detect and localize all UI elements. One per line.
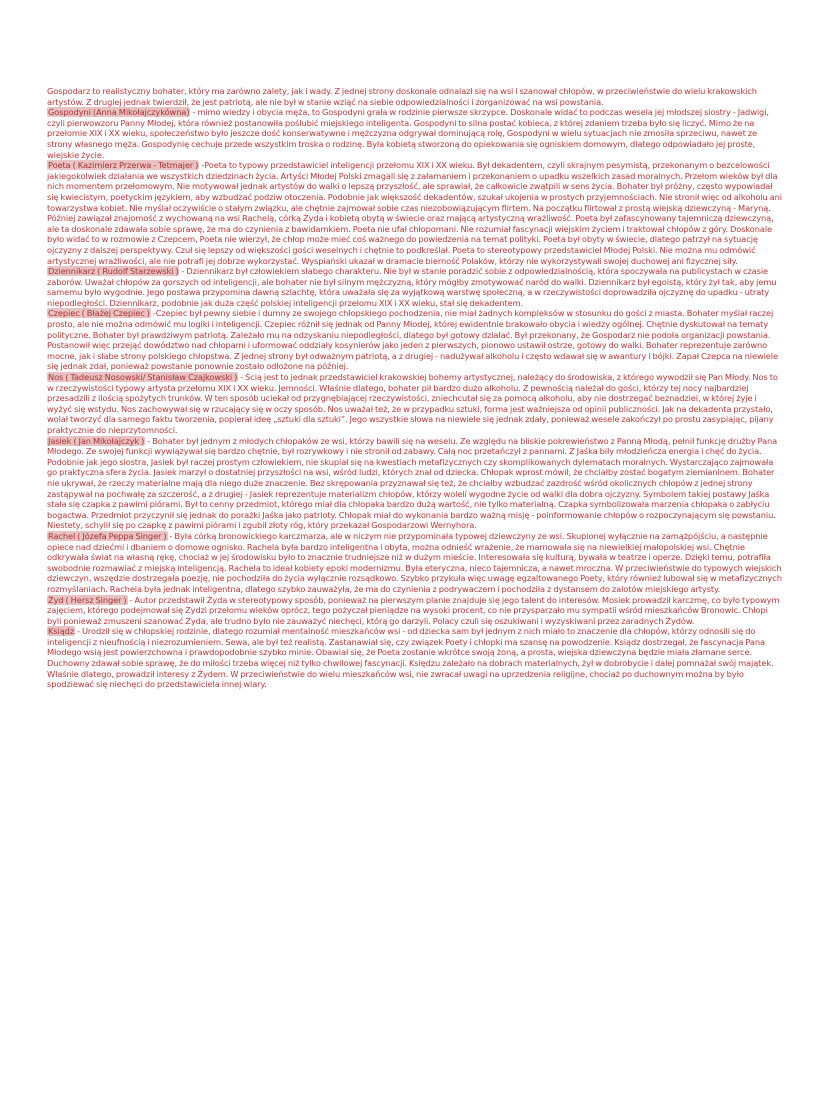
paragraph-text: - Bohater był jednym z młodych chłopaków ze wsi, którzy bawili się na weselu. Ze względu na bliskie pokrewieństwo z Panną Młodą, pełnił funkcję drużby Pana Młodego. Ze swojej funkcji wywiązywał się bardzo chętnie, był rozrywkowy i nie stronił od zabawy. Całą noc przetańczył z pannami. Z Jaśka biły młodzieńcza energia i chęć do życia. Podobnie jak jego siostra, Jasiek był raczej prostym człowiekiem, nie skupiał się na kwestiach metafizycznych czy skomplikowanych dylematach moralnych. Wystarczająco zajmowała go praktyczna sfera życia. Jasiek marzył o dostatniej przyszłości na wsi, wśród ludzi, których znał od dziecka. Chłopak wprost mówił, że chciałby zostać bogatym ziemianinem. Bohater nie ukrywał, że rzeczy materialne mają dla niego duże znaczenie. Bez skrępowania przyznawał się też, że chciałby wzbudzać zazdrość wśród okolicznych chłopów z jednej strony zastąpywał na pochwałę za szczerość, a z drugiej - Jasiek reprezentuje materializm chłopów, którzy wolelí wygodne życie od walki dla dobra ojczyzny. Symbolem takiej postawy Jaśka stała się czapka z pawimi piórami. Był to cenny przedmiot, którego miał dla chłopaka bardzo dużą wartość, nie tylko materialną. Czapka symbolizowała marzenia chłopaka o zabłyciu bogactwa. Przedmiot przyczynił się jednak do porażki Jaśka jako patrioty. Chłopak miał do wykonania bardzo ważną misję - poinformowanie chłopów o rozpoczynającym się powstaniu. Niestety, schylił się po czapkę z pawimi piórami i zgubił złoty róg, który przekazał Gospodarzowi Wernyhora. bbox=[47, 435, 778, 531]
paragraph-rachel bbox=[47, 531, 783, 595]
character-name-highlight: Jasiek ( Jan Mikołajczyk ) bbox=[48, 435, 145, 446]
paragraph-text: - Urodził się w chłopskiej rodzinie, dlatego rozumiał mentalność mieszkańców wsi - od dziecka sam był jednym z nich miało to znaczenie dla chłopów, którzy odnosili się do inteligencji z nieufnością i niezrozumieniem. Sewa, ale był też realistą. Zastanawiał się, czy związek Poety i chłopki ma szansę na powodzenie. Ksiądz dostrzegał, że fascynacja Pana Młodego wsią jest powierzchowna i prawdopodobnie szybko minie. Obawiał się, że Poeta zostanie wkrótce swoją żoną, a prosta, wiejska dziewczyna będzie miała złamane serce. Duchowny zdawał sobie sprawę, że do miłości trzeba więcej niż tylko chwilowej fascynacji. Księdzu zależało na dobrach materialnych, żył w dobrobycie i dalej pomnażał swój majątek. Właśnie dlatego, prowadził interesy z Żydem. W przeciwieństwie do wielu mieszkańców wsi, nie zwracał uwagi na uprzedzenia religijne, chociaż po duchownym można by było spodziewać się niechęci do przedstawiciela innej wiary. bbox=[47, 626, 774, 690]
character-name-highlight: Czepiec ( Błażej Czepiec ) bbox=[48, 308, 150, 319]
paragraph-czepiec bbox=[47, 308, 783, 372]
paragraph-text: - Była córką bronowickiego karczmarza, ale w niczym nie przypominała typowej dziewczyny ze wsi. Skupionej wyłącznie na zamążpójściu, a następnie opiece nad dziećmi i dbaniem o domowe ognisko. Rachela była bardzo inteligentna i obyta, można odnieść wrażenie, że marnowała się na niewielkiej małopolskiej wsi. Chętnie odkrywała świat na własną rękę, chociaż w jej środowisku było to znacznie trudniejsze niż w dużym mieście. Interesowała się kulturą, bywała w teatrze i operze. Dzięki temu, potrafiła swobodnie rozmawiać z miejską inteligencją. Rachela to ideał kobiety epoki modernizmu. Była eteryczna, nieco tajemnicza, a nawet mroczna. W przeciwieństwie do typowych wiejskich dziewczyn, wszędzie dostrzegała poezję, nie pochodziła do życia wyłącznie rozsądkowo. Szybko przykuła więc uwagę egzaltowanego Poety, który również lubował się w metafizycznych rozmyślaniach. Rachela była jednak inteligentna, dlatego szybko zauważyła, że ma do czynienia z podrywaczem i pochodziła z dystansem do zalotów miejskiego artysty. bbox=[47, 530, 782, 594]
paragraph-nos bbox=[47, 372, 783, 436]
paragraph-text: -Czepiec był pewny siebie i dumny ze swojego chłopskiego pochodzenia, nie miał żadnych kompleksów w stosunku do gości z miasta. Bohater myślał raczej prosto, ale nie można odmówić mu logiki i inteligencji. Czepiec różnił się jednak od Panny Młodej, której ewidentnie brakowało obycia i wiedzy ogólnej. Chętnie dyskutował na tematy polityczne. Bohater był prawdziwym patriotą. Zależało mu na odzyskaniu niepodległości, dlatego był gotowy działać. Był przekonany, że Gospodarz nie podoła organizacji powstania. Postanowił więc przejąć dowództwo nad chłopami i uformować oddziały kosynierów jako jeden z pierwszych, pionowo ustawił ostrze, gotowy do walki. Bohater reprezentuje zarówno mocne, jak i słabe strony polskiego chłopstwa. Z jednej strony był odważnym patriotą, a z drugiej - nadużywał alkoholu i często wdawał się w awantury i bójki. Zapał Czepca na niewiele się jednak zdał, ponieważ powstanie ponownie zostało odłożone na później. bbox=[47, 308, 778, 372]
paragraph-gospodarz bbox=[47, 86, 783, 107]
paragraph-dziennikarz bbox=[47, 266, 783, 308]
character-name-highlight: Nos ( Tadeusz Nosowski/ Stanisław Czajkowski ) bbox=[48, 372, 238, 383]
character-name-highlight: Gospodyni (Anna Mikołajczykówna) bbox=[48, 107, 190, 118]
paragraph-zyd bbox=[47, 595, 783, 627]
paragraph-text: - Ścią jest to jednak przedstawiciel krakowskiej bohemy artystycznej, należący do środowiska, z którego wywodził się Pan Młody. Nos to w rzeczywistości typowy artysta przełomu XIX i XX wieku. Jemności. Właśnie dlatego, bohater pił bardzo dużo alkoholu. Z pewnością należał do gości, którzy tej nocy najbardziej przesadzili z ilością spożytych trunków. W ten sposób uciekał od przygnębiającej rzeczywistości, zniechcutał się za pomocą alkoholu, aby nie dostrzegać beznadziei, w której żyje i wyżyć się wstydu. Nos zachowywał się w rzucający się w oczy sposób. Nos uważał też, że w przypadku sztuki, forma jest ważniejsza od opinii publiczności. Jak na dekadenta przystało, wolał tworzyć dla samego faktu tworzenia, popierał ideę „sztuki dla sztuki”. Jego wszystkie słowa na niewiele się jednak zdały, ponieważ wesele zakończył po prostu zasypiając, pijany praktycznie do nieprzytomności. bbox=[47, 372, 778, 435]
paragraph-text: -Poeta to typowy przedstawiciel inteligencji przełomu XIX i XX wieku. Był dekadentem, czyli skrajnym pesymistą, przekonanym o bezcelowości jakiegokolwiek działania we wszystkich dziedzinach życia. Artyści Młodej Polski zmagali się z załamaniem i przekonaniem o upadku wszelkich zasad moralnych. Przełom wieków był dla nich momentem przełomowym. Nie motywował jednak artystów do walki o lepszą przyszłość, ale sprawiał, że całkowicie zwątpili w sens życia. Bohater był próżny, często wypowiadał się kwiecistym, poetyckim językiem, aby wzbudzać podziw otoczenia. Podobnie jak większość dekadentów, szukał ukojenia w prostych przyjemnościach. Nie stronił więc od alkoholu ani towarzystwa kobiet. Nie myślał oczywiście o stałym związku, ale chętnie zajmował sobie czas niezobowiązującym flirtem. Na początku flirtował z prostą wiejską dziewczyną - Maryną. Później zawiązał znajomość z wychowaną na wsi Rachelą, córką Żyda i kobietą obytą w świecie oraz mającą artystyczną wrażliwość. Poeta był zafascynowany tajemniczą dziewczyną, ale ta doskonale zdawała sobie sprawę, że ma do czynienia z bawidamkiem. Poeta nie ufał chłopomani. Nie rozumiał fascynacji wiejskim życiem i traktował chłopów z góry. Doskonale było widać to w rozmowie z Czepcem, Poeta nie wierzył, że chłop może mieć coś ważnego do powiedzenia na temat polityki. Poeta był obyty w świecie, dlatego patrzył na sytuację ojczyzny z dalszej perspektywy. Czuł się lepszy od większości gości weselnych i chętnie to podkreślał. Poeta to stereotypowy przedstawiciel Młodej Polski. Nie można mu odmówić artystycznej wrażliwości, ale nie potrafi jej dobrze wykorzystać. Wyspiański ukazał w dramacie bierność Polaków, którzy nie wykorzystywali swojej duchowej ani fizycznej siły. bbox=[47, 160, 782, 266]
character-name-highlight: Żyd ( Hersz Singer ) bbox=[48, 594, 127, 605]
character-name-highlight: Rachel ( Józefa Peppa Singer ) bbox=[48, 530, 167, 541]
paragraph-text: - mimo wiedzy i obycia męża, to Gospodyni grała w rodzinie pierwsze skrzypce. Doskonale widać to podczas wesela jej młodszej siostry - Jadwigi, czyli pierwowzoru Panny Młodej, która również postanowiła poślubić miejskiego inteligenta. Gospodyni to silna postać kobieca, z której zdaniem trzeba było się liczyć. Mimo że na przełomie XIX i XX wieku, społeczeństwo było jeszcze dość konserwatywne i mężczyzna odgrywał dominującą rolę, Gospodyni w wielu sytuacjach nie zmosiła sprzeciwu, nawet ze strony własnego męża. Gospodynię cechuje przede wszystkim troska o rodzinę. Była kobietą stworzoną do opiekowania się ogniskiem domowym, dlatego odpowiadało jej proste, wiejskie życie. bbox=[47, 107, 769, 160]
character-name-highlight: Poeta ( Kazimierz Przerwa - Tetmajer ) bbox=[48, 160, 199, 171]
paragraph-ksiadz bbox=[47, 626, 783, 690]
paragraph-gospodyni bbox=[47, 107, 783, 160]
paragraph-text: - Dziennikarz był człowiekiem słabego charakteru. Nie był w stanie poradzić sobie z odpowiedzialnością, która spoczywała na publicystach w czasie zaborów. Uważał chłopów za gorszych od inteligencji, ale bohater nie był silnym mężczyzną, który mógłby zmotywować naród do walki. Dziennikarz był egoistą, który żył tak, aby jemu samemu było wygodnie. Jego postawa przypomina dawną szlachtę, która uważała się za wyjątkową warstwę społeczną, a w rzeczywistości doprowadziła ojczyznę do upadku - utraty niepodległości. Dziennikarz, podobnie jak duża część polskiej inteligencji przełomu XIX i XX wieku, stał się dekadentem. bbox=[47, 266, 777, 308]
paragraph-text: - Autor przedstawił Żyda w stereotypowy sposób, ponieważ na pierwszym planie znajduje się jego talent do interesów. Mosiek prowadził karczmę, co było typowym zajęciem, którego podejmował się Żydzi przełomu wieków oprócz, tego pożyczał pieniądze na wysoki procent, co nie przysparzało mu sympatii wśród mieszkańców Bronowic. Chłopi byli ponieważ zmuszeni szanować Żyda, ale trudno było nie zauważyć niechęci, którą go darzyli. Polacy czuli się oszukiwani i wyzyskiwani przez zaradnych Żydów. bbox=[47, 594, 780, 626]
paragraph-poeta bbox=[47, 160, 783, 266]
paragraph-jasiek bbox=[47, 436, 783, 531]
paragraph-text: Gospodarz to realistyczny bohater, który ma zarówno zalety, jak i wady. Z jednej strony doskonale odnalazł się na wsi i szanował chłopów, w przeciwieństwie do wielu krakowskich artystów. Z drugiej jednak twierdził, że jest patriotą, ale nie był w stanie wziąć na siebie odpowiedzialności i zorganizować na wsi powstania. bbox=[47, 86, 757, 107]
character-name-highlight: Dziennikarz ( Rudolf Starzewski ) bbox=[48, 266, 179, 277]
character-name-highlight: Ksiądz bbox=[48, 626, 75, 637]
document-page bbox=[47, 86, 783, 690]
